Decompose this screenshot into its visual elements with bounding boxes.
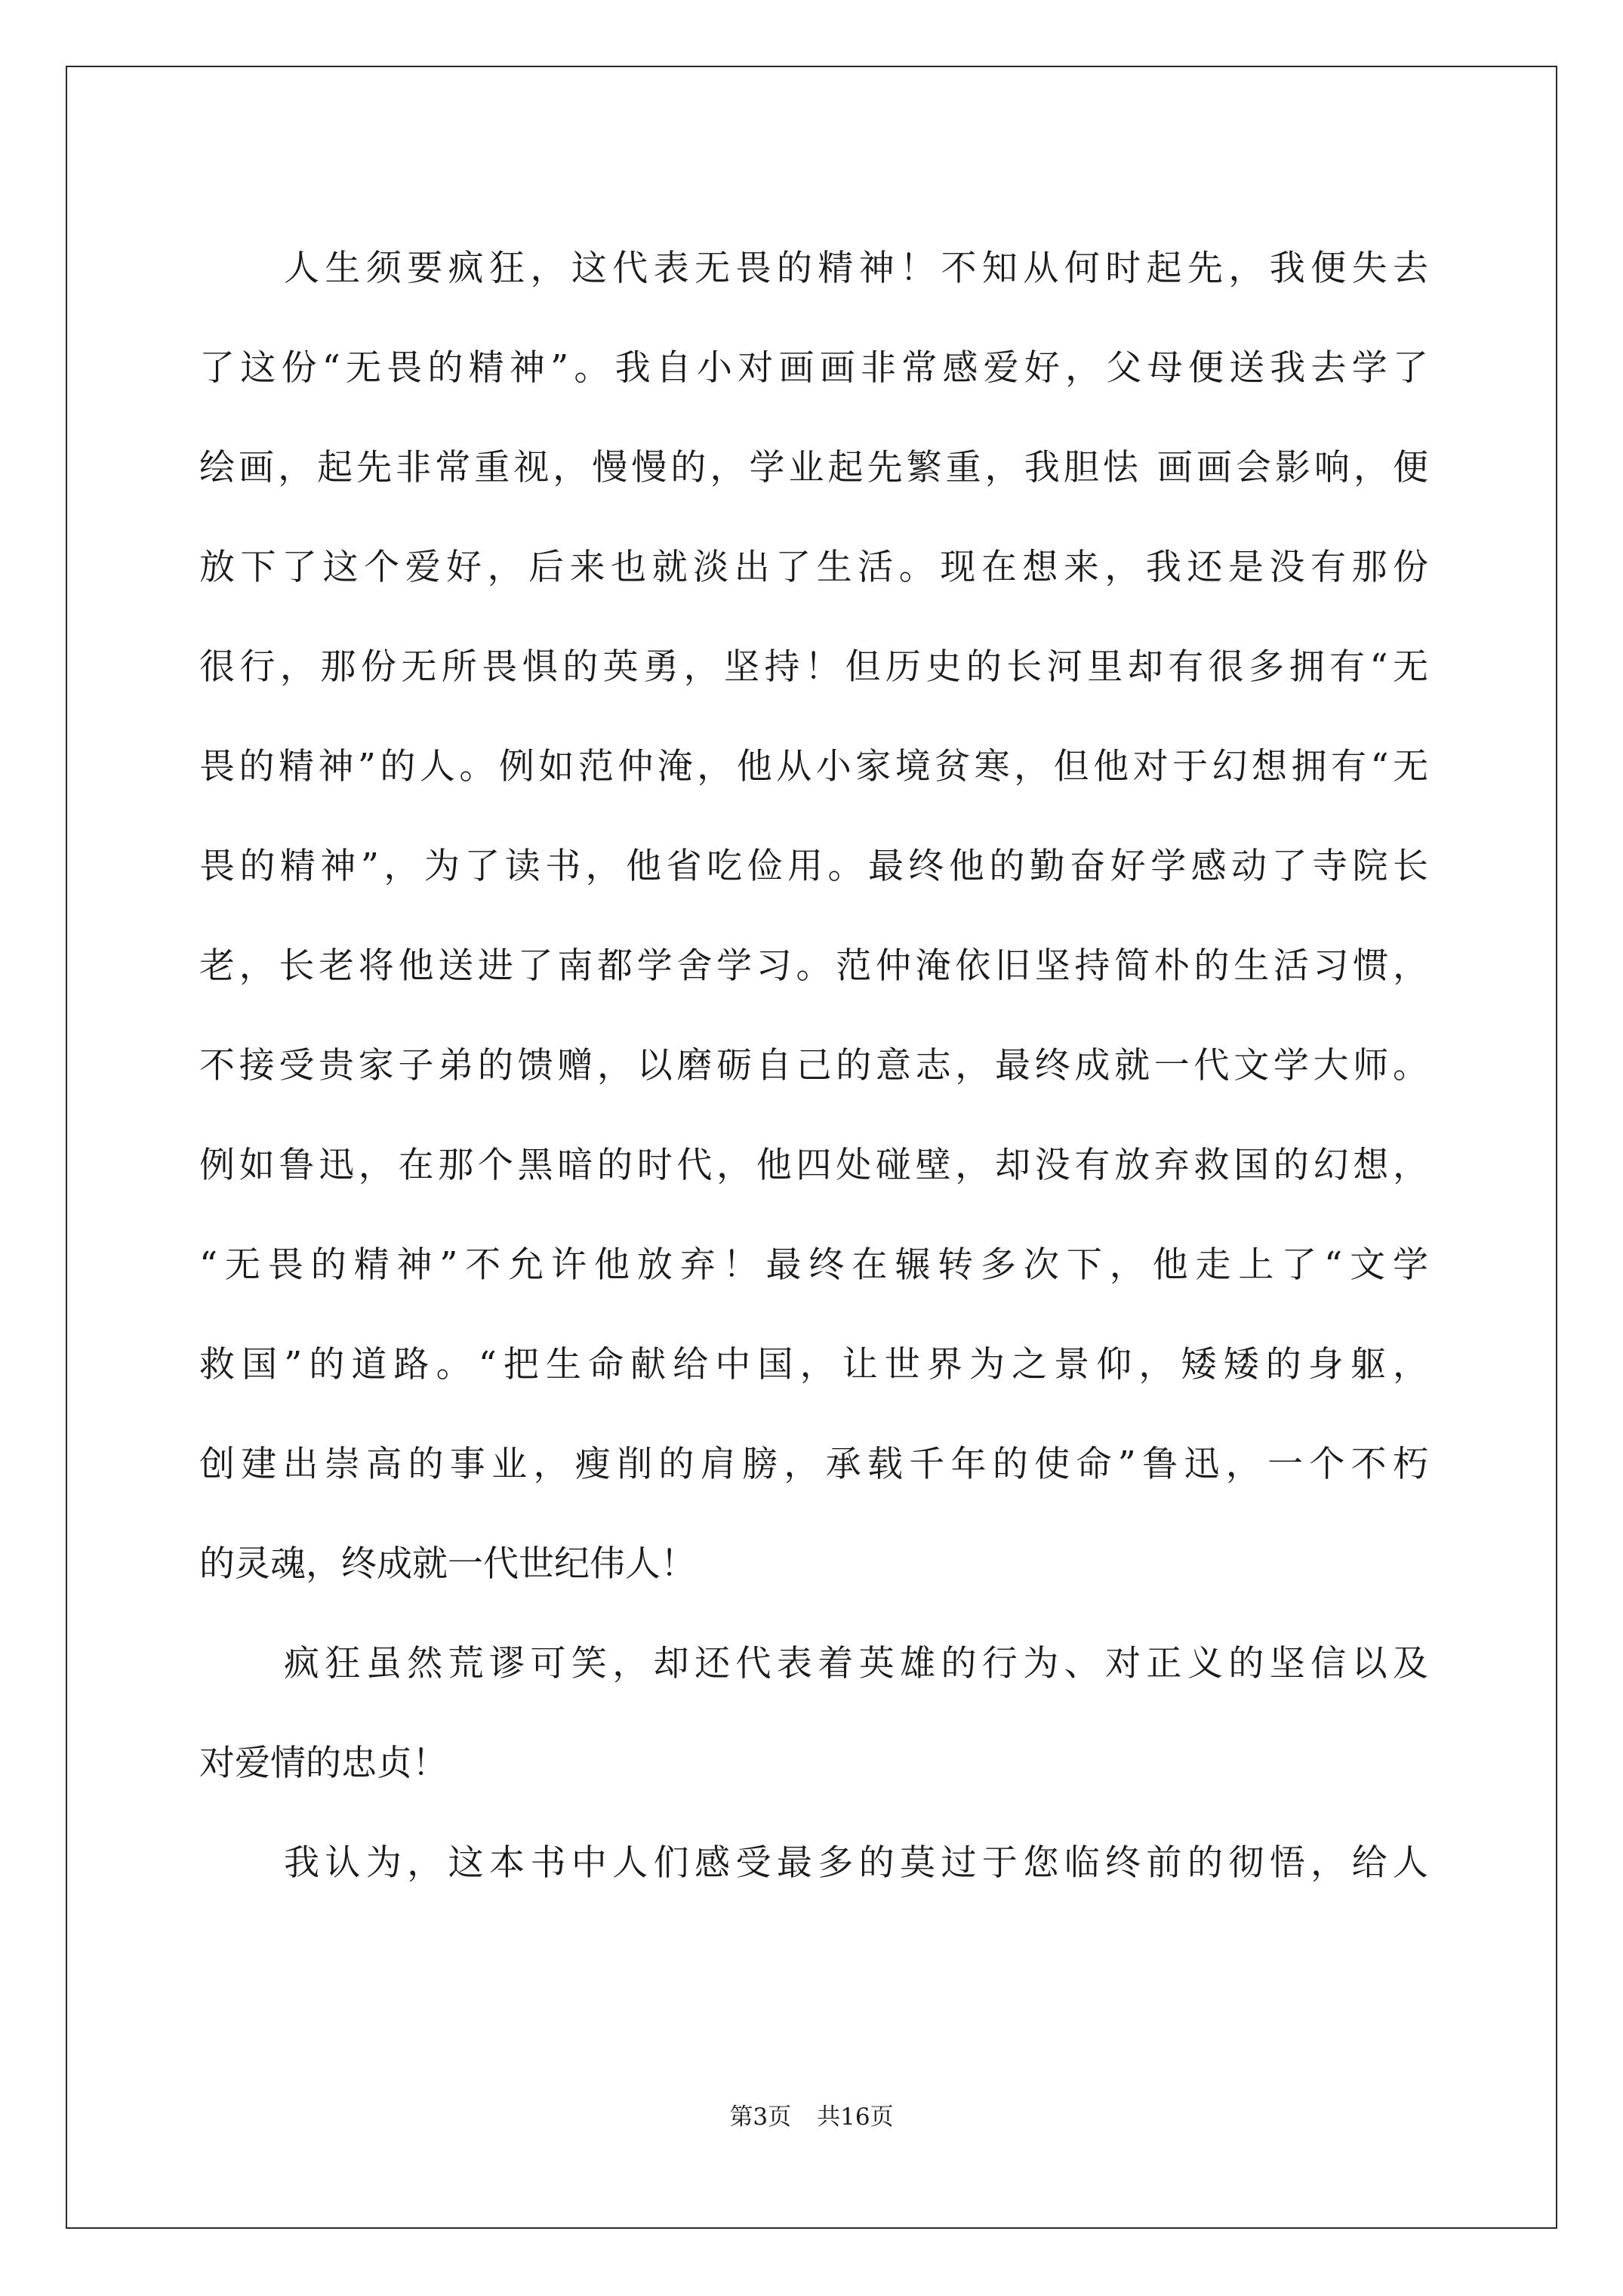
paragraph-1-line-7: 畏的精神”，为了读书，他省吃俭用。最终他的勤奋好学感动了寺院长 [199,846,1428,887]
paragraph-1-line-14: 的灵魂，终成就一代世纪伟人！ [199,1543,696,1585]
paragraph-1-line-4: 放下了这个爱好，后来也就淡出了生活。现在想来，我还是没有那份 [199,547,1428,588]
paragraph-1-line-3: 绘画，起先非常重视，慢慢的，学业起先繁重，我胆怯 画画会影响，便 [199,447,1428,488]
paragraph-1-line-1: 人生须要疯狂，这代表无畏的精神！不知从何时起先，我便失去 [284,248,1428,289]
page-number: 第3页 [729,2103,792,2131]
paragraph-1-line-11: “无畏的精神”不允许他放弃！最终在辗转多次下，他走上了“文学 [199,1244,1428,1286]
paragraph-1-line-10: 例如鲁迅，在那个黑暗的时代，他四处碰壁，却没有放弃救国的幻想， [199,1145,1428,1186]
paragraph-1-line-9: 不接受贵家子弟的馈赠，以磨砺自己的意志，最终成就一代文学大师。 [199,1045,1428,1086]
page-total: 共16页 [817,2103,894,2131]
paragraph-1-line-8: 老，长老将他送进了南都学舍学习。范仲淹依旧坚持简朴的生活习惯， [199,945,1428,987]
paragraph-3-line-1: 我认为，这本书中人们感受最多的莫过于您临终前的彻悟，给人 [284,1842,1428,1884]
paragraph-1-line-13: 创建出崇高的事业，瘦削的肩膀，承载千年的使命”鲁迅，一个不朽 [199,1444,1428,1485]
paragraph-2-line-2: 对爱情的忠贞！ [199,1743,448,1784]
paragraph-2-line-1: 疯狂虽然荒谬可笑，却还代表着英雄的行为、对正义的坚信以及 [284,1643,1428,1684]
page-footer [0,2102,1623,2132]
document-body [199,219,1428,1913]
paragraph-1-line-12: 救国”的道路。“把生命献给中国，让世界为之景仰，矮矮的身躯， [199,1344,1428,1385]
paragraph-1-line-5: 很行，那份无所畏惧的英勇，坚持！但历史的长河里却有很多拥有“无 [199,646,1428,688]
paragraph-1-line-2: 了这份“无畏的精神”。我自小对画画非常感爱好，父母便送我去学了 [199,347,1428,389]
paragraph-1-line-6: 畏的精神”的人。例如范仲淹，他从小家境贫寒，但他对于幻想拥有“无 [199,746,1428,787]
